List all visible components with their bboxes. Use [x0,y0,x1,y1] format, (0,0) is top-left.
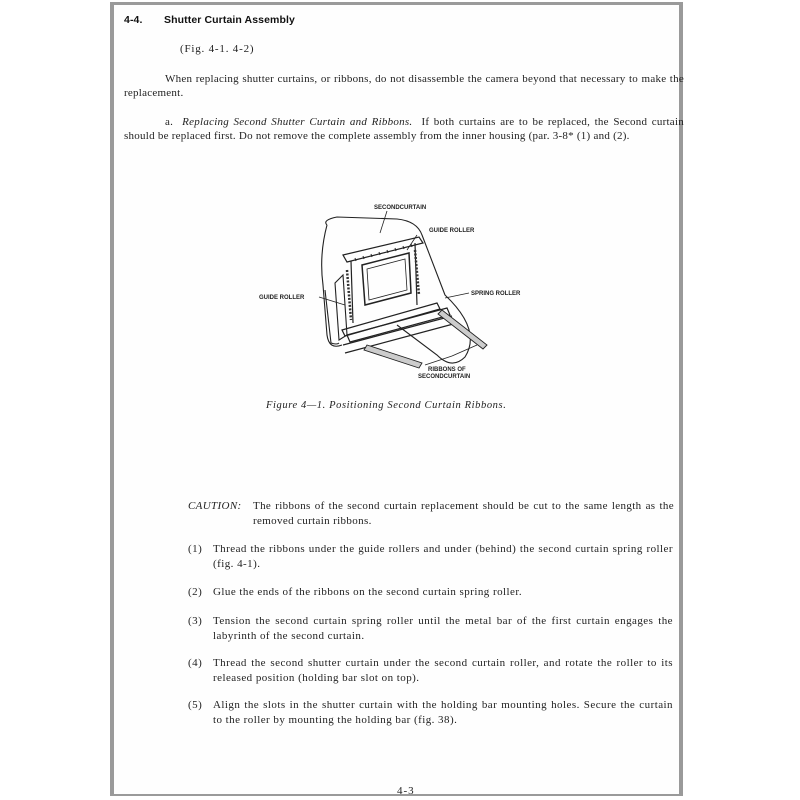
section-number: 4-4. [124,14,143,26]
label-second-curtain: SECONDCURTAIN [374,205,427,211]
caution-label: CAUTION: [188,500,242,512]
caution-text: The ribbons of the second curtain replacement should be cut to the same length as the removed curtain ribbons. [253,500,674,527]
subsection-a-title: Replacing Second Shutter Curtain and Ribbons. [182,116,413,128]
section-title: Shutter Curtain Assembly [164,14,295,26]
page-number: 4-3 [397,785,415,797]
label-ribbons-line2: SECONDCURTAIN [418,374,471,380]
step-text: Align the slots in the shutter curtain with the holding bar mounting holes. Secure the curtain to the roller by mounting the holding bar (fig. 38). [213,699,673,726]
step-number: (4) [188,657,203,669]
figure-caption: Figure 4—1. Positioning Second Curtain Ribbons. [266,400,507,411]
step-number: (3) [188,615,203,627]
intro-paragraph: When replacing shutter curtains, or ribbons, do not disassemble the camera beyond that necessary to make the replacement. [124,73,684,99]
document-page [110,2,683,796]
step-text: Tension the second curtain spring roller until the metal bar of the first curtain engages the labyrinth of the second curtain. [213,615,673,642]
camera-body-outline [322,217,471,363]
shutter-curtain-diagram [247,195,527,395]
label-guide-roller-top: GUIDE ROLLER [429,228,475,234]
step-text: Thread the ribbons under the guide rollers and under (behind) the second curtain spring roller (fig. 4-1). [213,543,673,570]
step-number: (5) [188,699,203,711]
step-text: Glue the ends of the ribbons on the second curtain spring roller. [213,586,523,598]
subsection-a-label: a. [165,116,174,128]
label-spring-roller: SPRING ROLLER [471,291,521,297]
step-text: Thread the second shutter curtain under the second curtain roller, and rotate the roller to its released position (holding bar slot on top). [213,657,673,684]
section-heading [124,14,295,26]
label-ribbons-line1: RIBBONS OF [428,367,466,373]
springs [347,250,419,320]
step-number: (2) [188,586,203,598]
subsection-a-text: If both curtains are to be replaced, the Second curtain should be replaced first. Do not remove the complete assembly from the inner housing (par. 3-8* (1) and (2). [124,116,684,142]
figure-reference: (Fig. 4-1. 4-2) [180,43,255,55]
subsection-a-paragraph [124,115,684,143]
leader-lines [319,211,477,365]
spring-roller [342,303,457,353]
step-number: (1) [188,543,203,555]
label-guide-roller-left: GUIDE ROLLER [259,295,305,301]
